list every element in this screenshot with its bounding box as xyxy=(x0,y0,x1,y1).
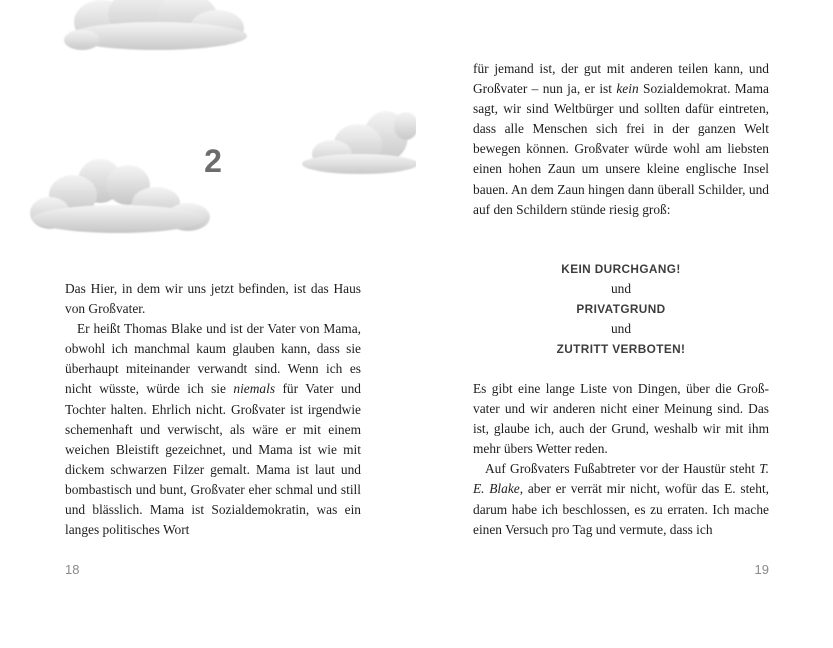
text-run: Er heißt Thomas Blake und ist der Vater von Mama, obwohl ich manchmal kaum glauben kann, dass sie überhaupt miteinander verwandt sind. Wenn ich es nicht wüsste, würde ich sie xyxy=(65,321,361,397)
paragraph xyxy=(473,59,769,220)
text-run: für Vater und Tochter halten. Ehrlich nicht. Großvater ist irgendwie schemenhaft und verwischt, als wäre er mit einem weichen Bleistift gezeichnet, und Mama ist wie mit dickem schwarzen Filzer gemalt. Mama ist laut und bombastisch und bunt, Großvater eher schmal und still und blässlich. Mama ist Sozialdemokratin, was ein langes politisches Wort xyxy=(65,381,361,538)
page-number-right: 19 xyxy=(754,562,769,577)
page-number-left: 18 xyxy=(65,562,80,577)
italic-text-run: T. E. Blake xyxy=(473,461,769,497)
italic-text-run: niemals xyxy=(233,381,276,397)
right-page-text-bottom xyxy=(473,379,769,540)
text-run: Das Hier, in dem wir uns jetzt befinden, ist das Haus von Großvater. xyxy=(65,281,361,317)
text-run: Es gibt eine lange Liste von Dingen, über die Großvater und wir anderen nicht einer Meinung sind. Das ist, glaube ich, auch der Grund, weshalb wir mit ihm mehr übers Wetter reden. xyxy=(473,381,769,457)
cloud-illustration-large xyxy=(28,155,214,239)
left-page xyxy=(0,0,416,648)
paragraph xyxy=(473,459,769,539)
cloud-illustration-top xyxy=(62,0,248,56)
right-page xyxy=(416,0,833,648)
text-run: Auf Großvaters Fußabtreter vor der Haustür steht xyxy=(485,461,760,477)
paragraph xyxy=(65,279,361,319)
sign-kein-durchgang: KEIN DURCHGANG! xyxy=(561,262,681,276)
paragraph xyxy=(65,319,361,540)
chapter-number: 2 xyxy=(204,143,222,179)
sign-list xyxy=(473,259,769,359)
right-page-text-top xyxy=(473,59,769,220)
left-page-text xyxy=(65,279,361,540)
text-run: , aber er verrät mir nicht, wofür das E. steht, darum habe ich beschlossen, es zu erraten. Ich mache einen Versuch pro Tag und vermute, dass ich xyxy=(473,481,770,537)
sign-connector: und xyxy=(610,281,632,297)
sign-zutritt-verboten: ZUTRITT VERBOTEN! xyxy=(556,342,686,357)
italic-text-run: kein xyxy=(616,81,639,97)
cloud-illustration-small xyxy=(298,104,418,178)
text-run: für jemand ist, der gut mit anderen teilen kann, und Großvater – nun ja, er ist xyxy=(473,61,769,97)
text-run: Sozialdemokrat. Mama sagt, wir sind Weltbürger und sollten dafür eintreten, dass alle Menschen sich frei in der ganzen Welt bewegen können. Großvater würde wohl am liebsten einen hohen Zaun um unsere kleine englische Insel bauen. An dem Zaun hingen dann überall Schilder, und auf den Schildern stünde riesig groß: xyxy=(473,81,769,217)
sign-privatgrund: PRIVATGRUND xyxy=(576,302,666,317)
sign-connector: und xyxy=(610,321,632,337)
paragraph xyxy=(473,379,769,459)
